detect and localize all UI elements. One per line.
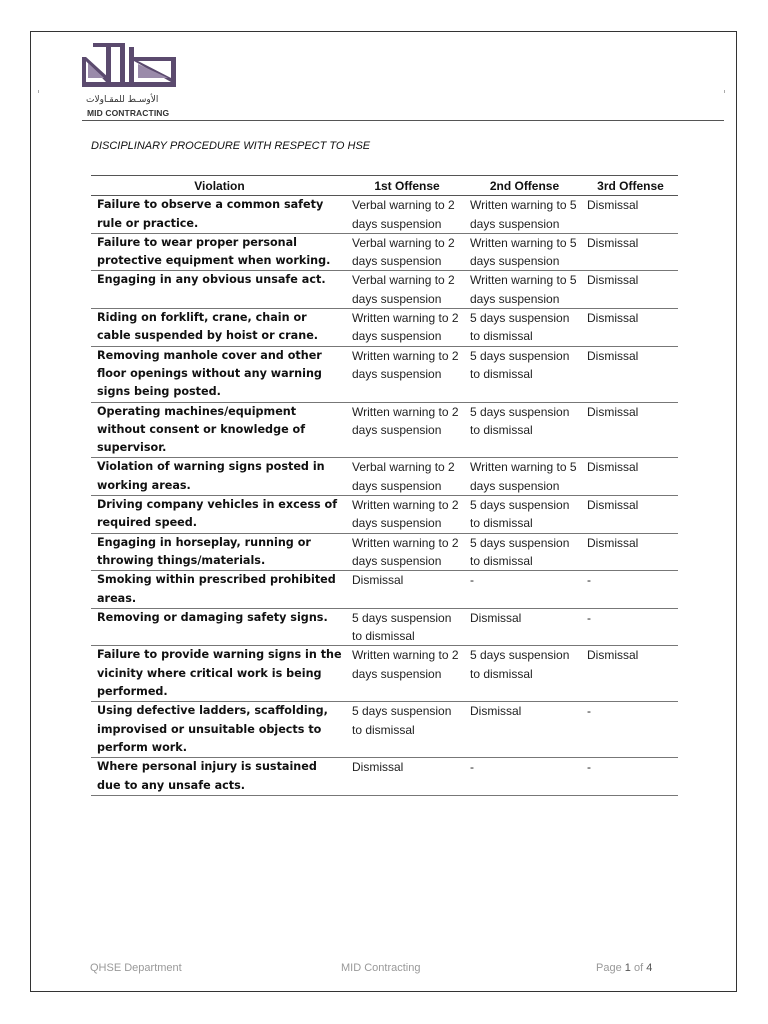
table-row xyxy=(91,702,678,758)
footer-page-number xyxy=(596,962,652,974)
first-offense-cell: Dismissal xyxy=(348,571,466,609)
table-row xyxy=(91,402,678,458)
first-offense-cell: Verbal warning to 2 days suspension xyxy=(348,271,466,309)
column-header-3rd-offense: 3rd Offense xyxy=(583,176,678,196)
second-offense-cell: 5 days suspension to dismissal xyxy=(466,646,583,702)
table-header-row xyxy=(91,176,678,196)
violation-cell: Failure to provide warning signs in the vicinity where critical work is being performed. xyxy=(91,646,348,702)
second-offense-cell: 5 days suspension to dismissal xyxy=(466,402,583,458)
table-row xyxy=(91,196,678,234)
second-offense-cell: Dismissal xyxy=(466,702,583,758)
margin-mark-right xyxy=(724,90,725,93)
violation-cell: Engaging in horseplay, running or throwing things/materials. xyxy=(91,533,348,571)
violation-cell: Removing or damaging safety signs. xyxy=(91,608,348,646)
page-current: 1 xyxy=(624,962,631,974)
third-offense-cell: Dismissal xyxy=(583,233,678,271)
third-offense-cell: Dismissal xyxy=(583,496,678,534)
third-offense-cell: Dismissal xyxy=(583,533,678,571)
violation-cell: Failure to wear proper personal protective equipment when working. xyxy=(91,233,348,271)
first-offense-cell: 5 days suspension to dismissal xyxy=(348,608,466,646)
violation-cell: Failure to observe a common safety rule or practice. xyxy=(91,196,348,234)
third-offense-cell: - xyxy=(583,571,678,609)
third-offense-cell: Dismissal xyxy=(583,309,678,347)
page-total: 4 xyxy=(646,962,653,974)
violation-cell: Smoking within prescribed prohibited areas. xyxy=(91,571,348,609)
table-row xyxy=(91,271,678,309)
first-offense-cell: Written warning to 2 days suspension xyxy=(348,402,466,458)
third-offense-cell: Dismissal xyxy=(583,271,678,309)
second-offense-cell: 5 days suspension to dismissal xyxy=(466,309,583,347)
company-name: MID CONTRACTING xyxy=(87,108,170,118)
third-offense-cell: Dismissal xyxy=(583,346,678,402)
first-offense-cell: Dismissal xyxy=(348,758,466,796)
violation-cell: Operating machines/equipment without consent or knowledge of supervisor. xyxy=(91,402,348,458)
second-offense-cell: - xyxy=(466,571,583,609)
table-row xyxy=(91,346,678,402)
first-offense-cell: Written warning to 2 days suspension xyxy=(348,646,466,702)
third-offense-cell: Dismissal xyxy=(583,402,678,458)
third-offense-cell: - xyxy=(583,758,678,796)
third-offense-cell: Dismissal xyxy=(583,458,678,496)
violation-cell: Using defective ladders, scaffolding, improvised or unsuitable objects to perform work. xyxy=(91,702,348,758)
first-offense-cell: Verbal warning to 2 days suspension xyxy=(348,233,466,271)
first-offense-cell: Verbal warning to 2 days suspension xyxy=(348,458,466,496)
second-offense-cell: Dismissal xyxy=(466,608,583,646)
footer-company: MID Contracting xyxy=(341,962,421,974)
table-row xyxy=(91,233,678,271)
company-logo xyxy=(82,40,202,120)
table-row xyxy=(91,646,678,702)
first-offense-cell: Written warning to 2 days suspension xyxy=(348,309,466,347)
mid-logo-icon xyxy=(82,40,178,94)
document-title: DISCIPLINARY PROCEDURE WITH RESPECT TO HSE xyxy=(91,140,371,152)
third-offense-cell: - xyxy=(583,608,678,646)
second-offense-cell: 5 days suspension to dismissal xyxy=(466,533,583,571)
first-offense-cell: Written warning to 2 days suspension xyxy=(348,533,466,571)
second-offense-cell: Written warning to 5 days suspension xyxy=(466,233,583,271)
violation-cell: Engaging in any obvious unsafe act. xyxy=(91,271,348,309)
column-header-2nd-offense: 2nd Offense xyxy=(466,176,583,196)
violation-cell: Driving company vehicles in excess of required speed. xyxy=(91,496,348,534)
violation-cell: Violation of warning signs posted in working areas. xyxy=(91,458,348,496)
table-row xyxy=(91,608,678,646)
disciplinary-table xyxy=(91,175,678,796)
table-row xyxy=(91,533,678,571)
table-row xyxy=(91,458,678,496)
violation-cell: Removing manhole cover and other floor openings without any warning signs being posted. xyxy=(91,346,348,402)
page-of: of xyxy=(633,962,644,974)
second-offense-cell: 5 days suspension to dismissal xyxy=(466,346,583,402)
table-row xyxy=(91,496,678,534)
header-divider xyxy=(82,120,724,121)
second-offense-cell: 5 days suspension to dismissal xyxy=(466,496,583,534)
table-row xyxy=(91,571,678,609)
third-offense-cell: Dismissal xyxy=(583,646,678,702)
column-header-1st-offense: 1st Offense xyxy=(348,176,466,196)
page-prefix: Page xyxy=(596,962,622,974)
margin-mark-left xyxy=(38,90,39,93)
first-offense-cell: Written warning to 2 days suspension xyxy=(348,496,466,534)
table-row xyxy=(91,758,678,796)
second-offense-cell: Written warning to 5 days suspension xyxy=(466,271,583,309)
footer-department: QHSE Department xyxy=(90,962,182,974)
violation-cell: Where personal injury is sustained due to any unsafe acts. xyxy=(91,758,348,796)
third-offense-cell: Dismissal xyxy=(583,196,678,234)
violation-cell: Riding on forklift, crane, chain or cable suspended by hoist or crane. xyxy=(91,309,348,347)
second-offense-cell: - xyxy=(466,758,583,796)
company-name-arabic: الأوسـط للمقـاولات xyxy=(86,95,159,105)
first-offense-cell: 5 days suspension to dismissal xyxy=(348,702,466,758)
first-offense-cell: Verbal warning to 2 days suspension xyxy=(348,196,466,234)
second-offense-cell: Written warning to 5 days suspension xyxy=(466,196,583,234)
first-offense-cell: Written warning to 2 days suspension xyxy=(348,346,466,402)
table-row xyxy=(91,309,678,347)
column-header-violation: Violation xyxy=(91,176,348,196)
third-offense-cell: - xyxy=(583,702,678,758)
second-offense-cell: Written warning to 5 days suspension xyxy=(466,458,583,496)
